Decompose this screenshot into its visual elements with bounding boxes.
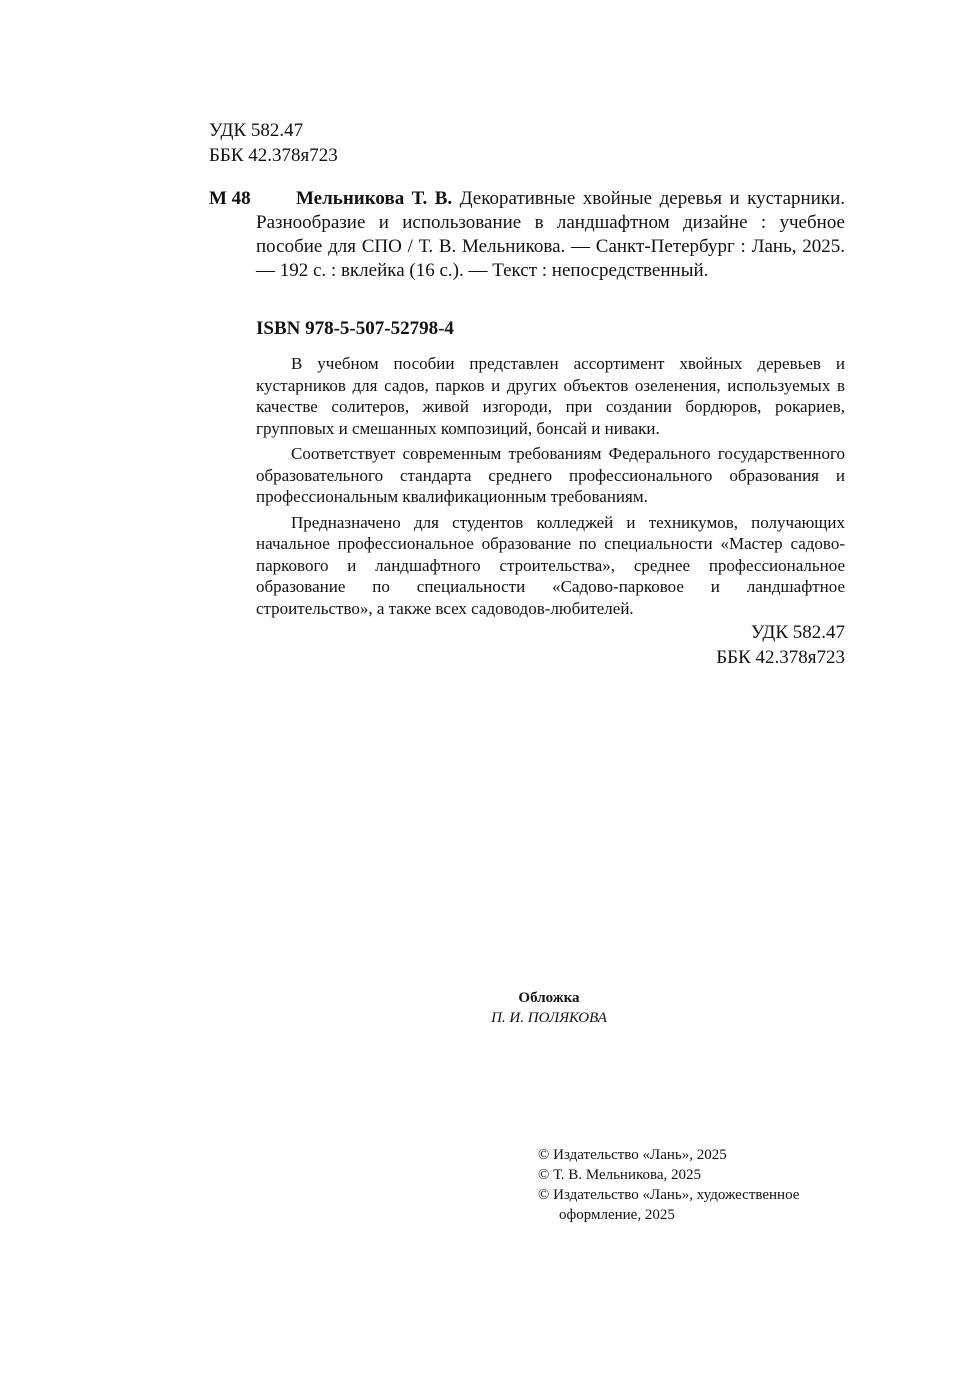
annotation-paragraph: Предназначено для студентов колледжей и техникумов, получающих начальное профессиональное образование по специальности «Мастер садово-паркового и ландшафтного строительства», среднее профессиональное образование по специальности «Садово-парковое и ландшафтное строительство», а также всех садоводов-любителей.: [256, 512, 845, 618]
copyright-block: [538, 1145, 799, 1225]
annotation: [256, 353, 845, 623]
annotation-paragraph: Соответствует современным требованиям Федерального государственного образовательного стандарта среднего профессионального образования и профессиональным квалификационным требованиям.: [256, 444, 845, 506]
udk-code: УДК 582.47: [209, 120, 304, 141]
copyright-line: © Издательство «Лань», 2025: [538, 1147, 727, 1163]
bibliographic-entry: [256, 187, 845, 283]
annotation-paragraph: В учебном пособии представлен ассортимент хвойных деревьев и кустарников для садов, парков и других объектов озеленения, используемых в качестве солитеров, живой изгороди, при создании бордюров, рокариев, групповых и смешанных композиций, бонсай и ниваки.: [256, 354, 845, 438]
cover-artist: П. И. ПОЛЯКОВА: [491, 1010, 607, 1026]
author-name: Мельникова Т. В.: [296, 188, 453, 209]
cover-credit: [448, 988, 650, 1028]
classification-codes-bottom: [716, 620, 845, 670]
cover-label: Обложка: [518, 990, 580, 1006]
copyright-line: © Т. В. Мельникова, 2025: [538, 1167, 702, 1183]
author-mark: М 48: [209, 188, 251, 209]
bbk-code: ББК 42.378я723: [209, 145, 338, 166]
bibliographic-description: Декоративные хвойные деревья и кустарники. Разнообразие и использование в ландшафтном дизайне : учебное пособие для СПО / Т. В. Мельникова. — Санкт-Петербург : Лань, 2025. — 192 с. : вклейка (16 с.). — Текст : непосредственный.: [256, 188, 845, 281]
copyright-line: оформление, 2025: [559, 1207, 675, 1223]
classification-codes-top: [209, 118, 338, 168]
isbn: ISBN 978-5-507-52798-4: [256, 318, 454, 339]
udk-code: УДК 582.47: [750, 622, 845, 643]
bbk-code: ББК 42.378я723: [716, 647, 845, 668]
copyright-line: © Издательство «Лань», художественное: [538, 1187, 800, 1203]
catalog-record: [209, 187, 845, 283]
